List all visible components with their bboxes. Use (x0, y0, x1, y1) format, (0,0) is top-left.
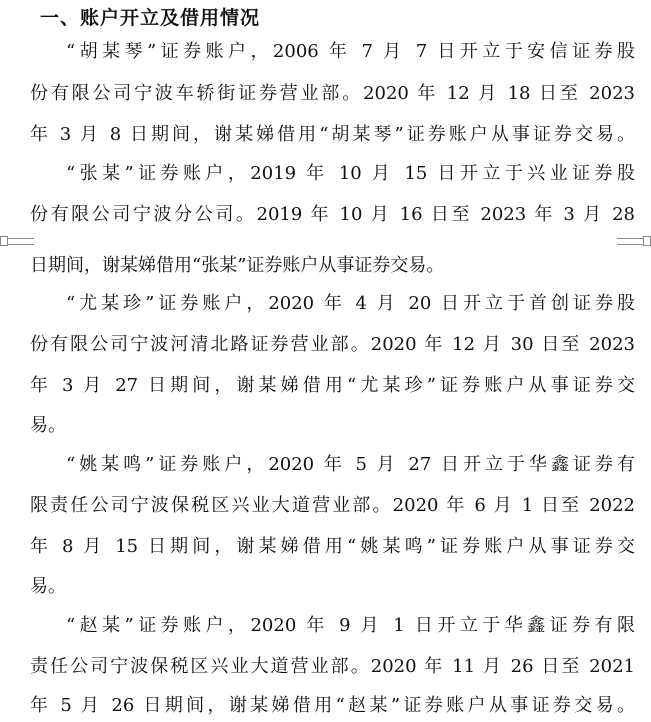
paragraph-5-line-1: “赵某”证券账户，2020 年 9 月 1 日开立于华鑫证券有限 (66, 615, 635, 636)
paragraph-2-line-1: “张某”证券账户，2019 年 10 月 15 日开立于兴业证券股 (66, 163, 635, 184)
paragraph-5-line-2: 责任公司宁波保税区兴业大道营业部。2020 年 11 月 26 日至 2021 (30, 656, 635, 677)
page-break-right-mark (643, 236, 651, 246)
paragraph-4-line-2: 限责任公司宁波保税区兴业大道营业部。2020 年 6 月 1 日至 2022 (30, 495, 635, 516)
paragraph-5-line-3: 年 5 月 26 日期间，谢某娣借用“赵某”证券账户从事证券交易。 (30, 695, 635, 716)
paragraph-2-line-3: 日期间，谢某娣借用“张某”证券账户从事证券交易。 (30, 255, 445, 276)
paragraph-1-line-2: 份有限公司宁波车轿街证券营业部。2020 年 12 月 18 日至 2023 (30, 83, 635, 104)
paragraph-4-line-4: 易。 (30, 576, 66, 597)
paragraph-1-line-1: “胡某琴”证券账户，2006 年 7 月 7 日开立于安信证券股 (66, 41, 635, 62)
page-break-marker (0, 236, 651, 246)
page-break-left-bar (8, 238, 34, 245)
paragraph-4-line-1: “姚某鸣”证券账户，2020 年 5 月 27 日开立于华鑫证券有 (66, 454, 635, 475)
paragraph-3-line-3: 年 3 月 27 日期间，谢某娣借用“尤某珍”证券账户从事证券交 (30, 375, 635, 396)
paragraph-4-line-3: 年 8 月 15 日期间，谢某娣借用“姚某鸣”证券账户从事证券交 (30, 536, 635, 557)
paragraph-3-line-1: “尤某珍”证券账户，2020 年 4 月 20 日开立于首创证券股 (66, 293, 635, 314)
section-heading: 一、账户开立及借用情况 (40, 7, 261, 29)
paragraph-3-line-2: 份有限公司宁波河清北路证券营业部。2020 年 12 月 30 日至 2023 (30, 334, 635, 355)
paragraph-2-line-2: 份有限公司宁波分公司。2019 年 10 月 16 日至 2023 年 3 月 28 (30, 204, 635, 225)
page-break-right-bar (617, 238, 643, 245)
paragraph-3-line-4: 易。 (30, 415, 66, 436)
page-break-left-mark (0, 236, 8, 246)
paragraph-1-line-3: 年 3 月 8 日期间，谢某娣借用“胡某琴”证券账户从事证券交易。 (30, 124, 635, 145)
